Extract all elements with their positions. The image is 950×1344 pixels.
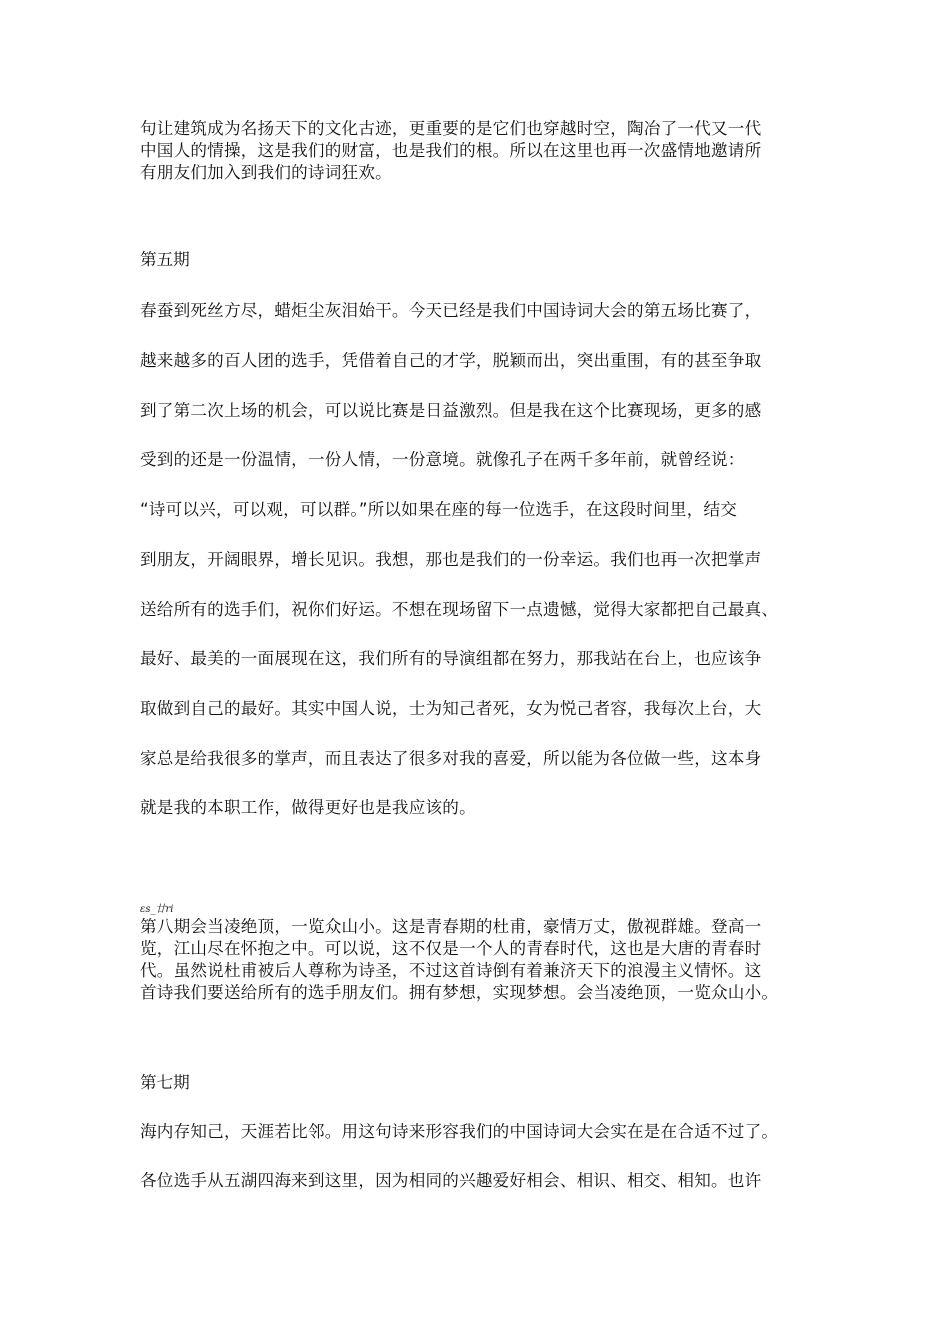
section-5-line: 取做到自己的最好。其实中国人说，士为知己者死，女为悦己者容，我每次上台，大 [140,699,762,718]
section-5-line: 最好、最美的一面展现在这，我们所有的导演组都在努力，那我站在台上，也应该争 [140,649,762,668]
section-7-line: 海内存知己，天涯若比邻。用这句诗来形容我们的中国诗词大会实在是在合适不过了。 [140,1122,779,1141]
intro-line: 中国人的情操，这是我们的财富，也是我们的根。所以在这里也再一次盛情地邀请所 [140,141,762,160]
intro-line: 句让建筑成为名扬天下的文化古迹，更重要的是它们也穿越时空，陶冶了一代又一代 [140,119,762,138]
section-5-line: 春蚕到死丝方尽，蜡炬尘灰泪始干。今天已经是我们中国诗词大会的第五场比赛了， [140,301,762,320]
section-8-line: 第八期会当凌绝顶，一览众山小。这是青春期的杜甫，豪情万丈，傲视群雄。登高一 [140,917,762,936]
section-5-line: 越来越多的百人团的选手，凭借着自己的才学，脱颖而出，突出重围，有的甚至争取 [140,351,762,370]
section-5-line: 受到的还是一份温情，一份人情，一份意境。就像孔子在两千多年前，就曾经说： [140,450,745,469]
section-5-line: 家总是给我很多的掌声，而且表达了很多对我的喜爱，所以能为各位做一些，这本身 [140,749,762,768]
section-8-line: 代。虽然说杜甫被后人尊称为诗圣，不过这首诗倒有着兼济天下的浪漫主义情怀。这 [140,961,762,980]
section-7-line: 各位选手从五湖四海来到这里，因为相同的兴趣爱好相会、相识、相交、相知。也许 [140,1171,762,1190]
intro-line: 有朋友们加入到我们的诗词狂欢。 [140,163,392,182]
section-5-line: 送给所有的选手们，祝你们好运。不想在现场留下一点遗憾，觉得大家都把自己最真、 [140,600,779,619]
section-5-line: 就是我的本职工作，做得更好也是我应该的。 [140,798,476,817]
scan-artifact-text: ɛs_廿ri [140,904,174,915]
section-8-line: 览，江山尽在怀抱之中。可以说，这不仅是一个人的青春时代，这也是大唐的青春时 [140,939,762,958]
section-8-line: 首诗我们要送给所有的选手朋友们。拥有梦想，实现梦想。会当凌绝顶，一览众山小。 [140,983,779,1002]
section-5-line: 到朋友，开阔眼界，增长见识。我想，那也是我们的一份幸运。我们也再一次把掌声 [140,550,762,569]
section-5-heading: 第五期 [140,250,190,269]
section-5-line: “诗可以兴，可以观，可以群。”所以如果在座的每一位选手，在这段时间里，结交 [140,500,738,519]
section-5-line: 到了第二次上场的机会，可以说比赛是日益激烈。但是我在这个比赛现场，更多的感 [140,401,762,420]
section-7-heading: 第七期 [140,1073,190,1092]
